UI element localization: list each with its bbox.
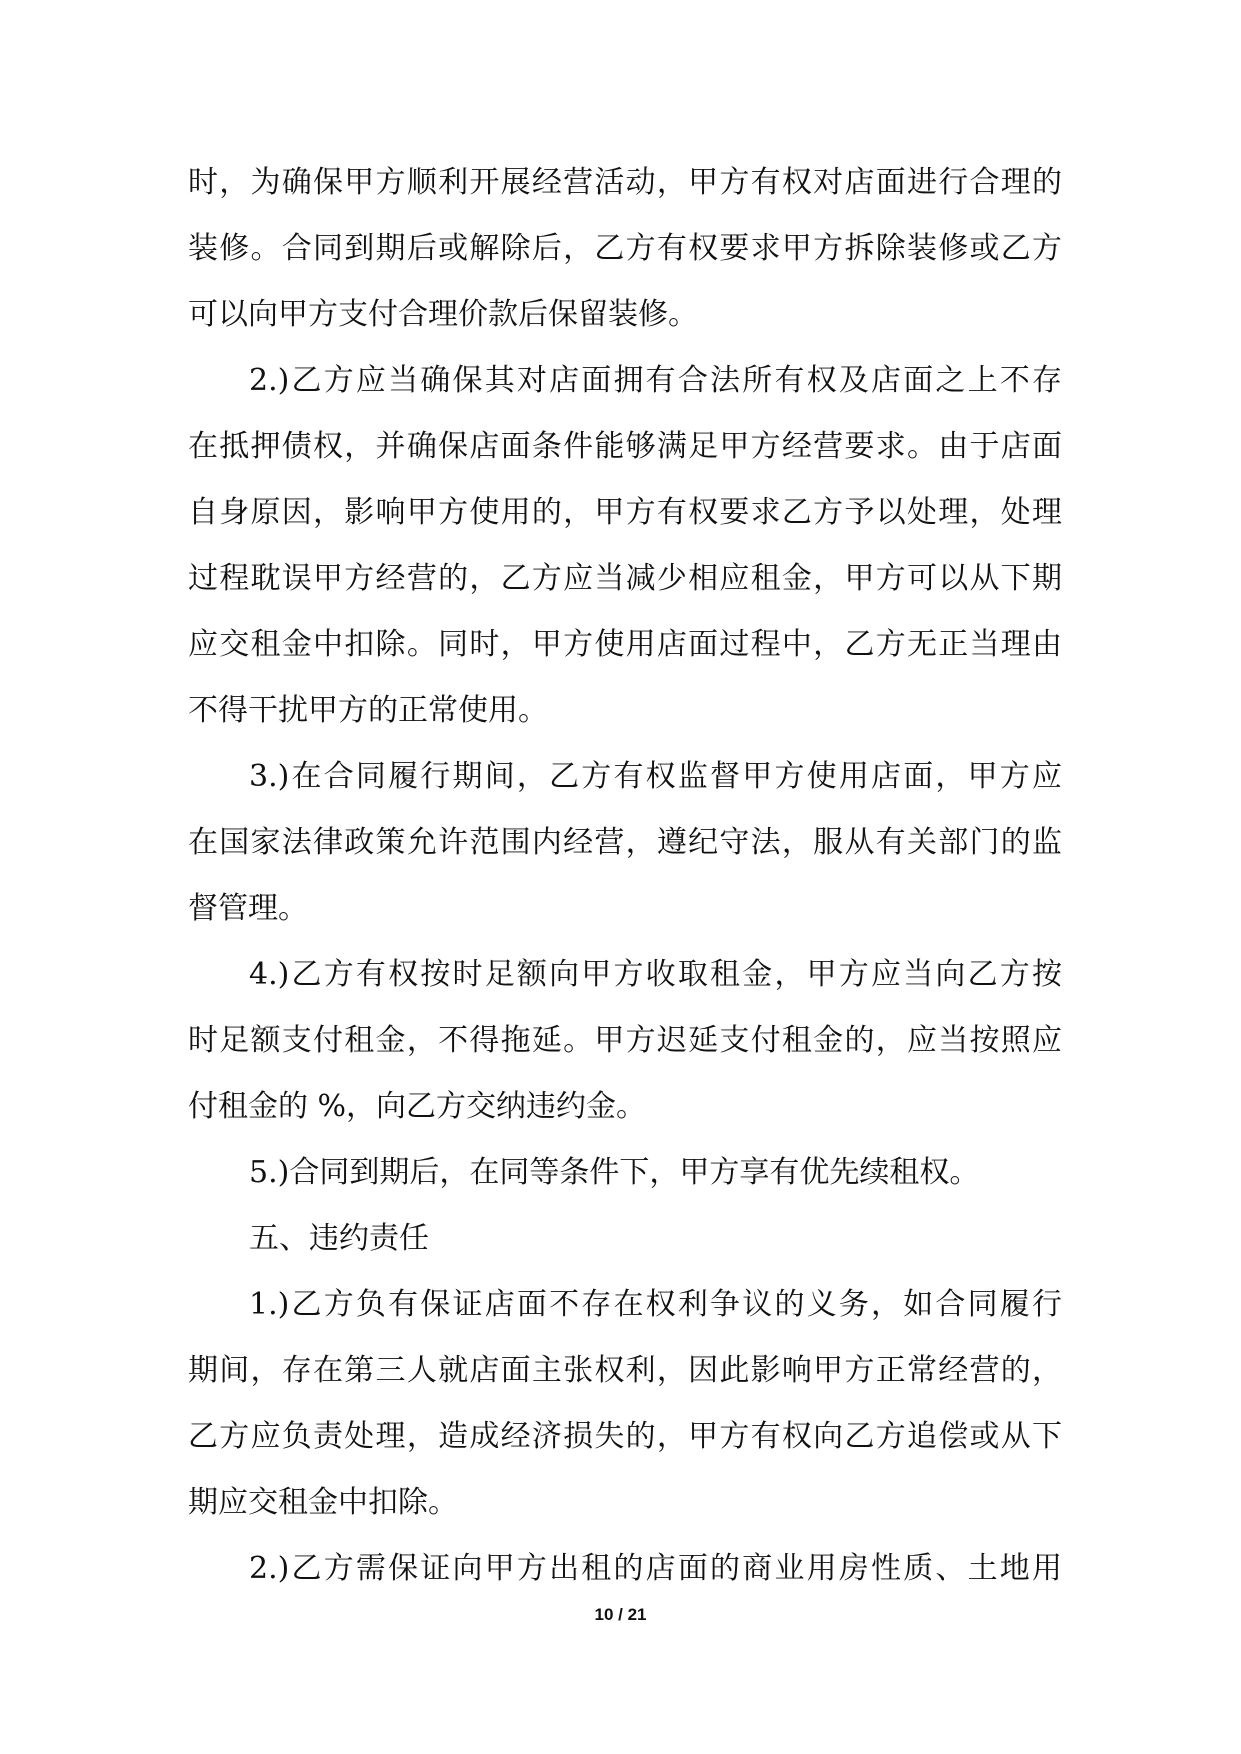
clause-line: 5.)合同到期后，在同等条件下，甲方享有优先续租权。 xyxy=(249,1155,980,1190)
text-line: 在抵押债权，并确保店面条件能够满足甲方经营要求。由于店面 xyxy=(188,429,1062,464)
text-line: 不得干扰甲方的正常使用。 xyxy=(188,693,548,728)
text-line: 乙方应负责处理，造成经济损失的，甲方有权向乙方追偿或从下 xyxy=(188,1419,1062,1454)
clause-line: 4.)乙方有权按时足额向甲方收取租金，甲方应当向乙方按 xyxy=(249,957,1062,992)
page-number: 10 / 21 xyxy=(594,1605,647,1624)
text-line: 督管理。 xyxy=(188,891,308,926)
text-line: 在国家法律政策允许范围内经营，遵纪守法，服从有关部门的监 xyxy=(188,825,1062,860)
text-line: 时，为确保甲方顺利开展经营活动，甲方有权对店面进行合理的 xyxy=(188,165,1062,200)
text-line: 可以向甲方支付合理价款后保留装修。 xyxy=(188,297,698,332)
text-line: 付租金的 %，向乙方交纳违约金。 xyxy=(188,1089,647,1124)
clause-line: 2.)乙方需保证向甲方出租的店面的商业用房性质、土地用 xyxy=(249,1551,1062,1586)
text-line: 应交租金中扣除。同时，甲方使用店面过程中，乙方无正当理由 xyxy=(188,627,1062,662)
text-line: 自身原因，影响甲方使用的，甲方有权要求乙方予以处理，处理 xyxy=(188,495,1062,530)
text-line: 装修。合同到期后或解除后，乙方有权要求甲方拆除装修或乙方 xyxy=(188,231,1062,266)
clause-line: 2.)乙方应当确保其对店面拥有合法所有权及店面之上不存 xyxy=(249,363,1062,398)
text-line: 期应交租金中扣除。 xyxy=(188,1485,458,1520)
document-body xyxy=(188,150,1062,1602)
clause-line: 1.)乙方负有保证店面不存在权利争议的义务，如合同履行 xyxy=(249,1287,1062,1322)
text-line: 期间，存在第三人就店面主张权利，因此影响甲方正常经营的， xyxy=(188,1353,1062,1388)
clause-line: 3.)在合同履行期间，乙方有权监督甲方使用店面，甲方应 xyxy=(249,759,1062,794)
text-line: 过程耽误甲方经营的，乙方应当减少相应租金，甲方可以从下期 xyxy=(188,561,1062,596)
text-line: 时足额支付租金，不得拖延。甲方迟延支付租金的，应当按照应 xyxy=(188,1023,1062,1058)
section-heading: 五、违约责任 xyxy=(249,1221,429,1256)
